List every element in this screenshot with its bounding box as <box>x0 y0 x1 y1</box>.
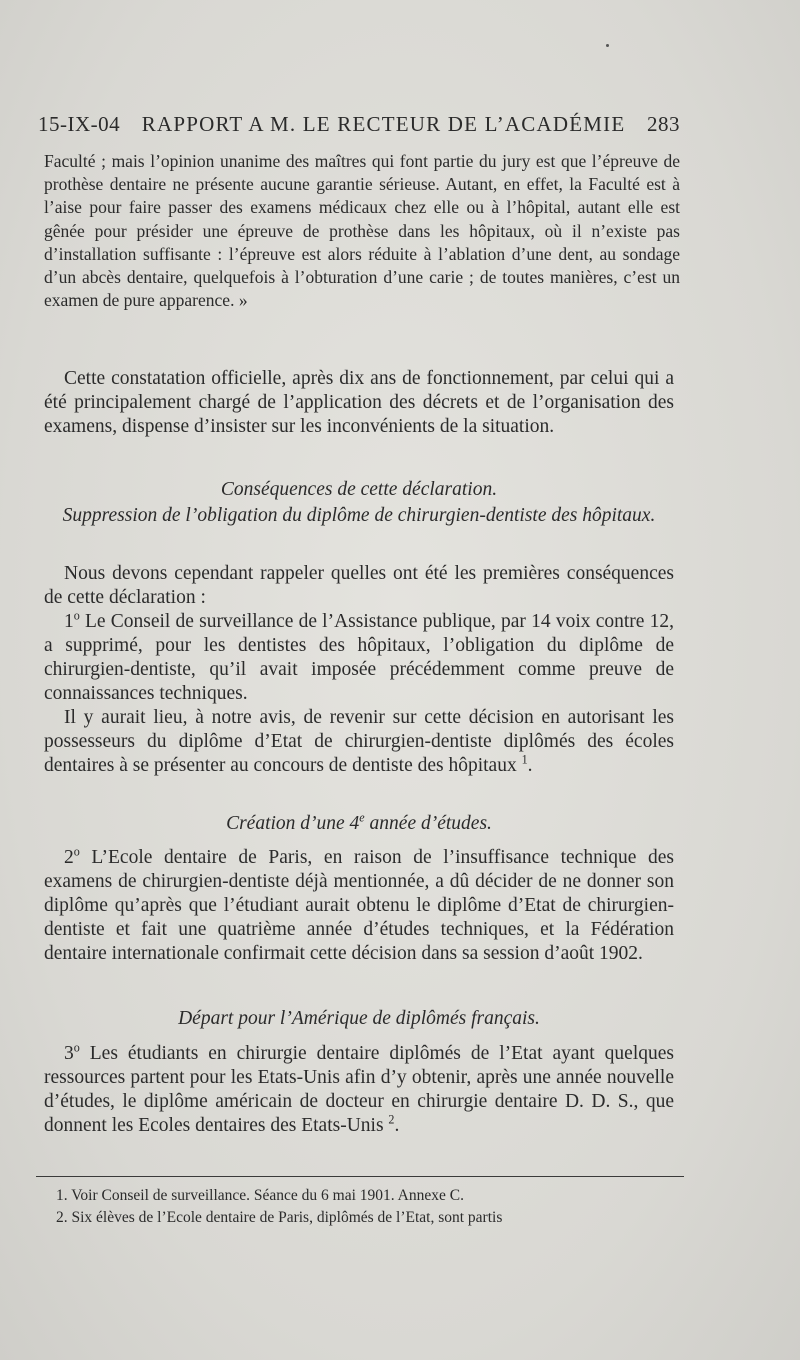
paragraph-2: Nous devons cependant rappeler quelles ont été les premières conséquences de cette déclaration : <box>44 563 674 608</box>
quote-text: Faculté ; mais l’opinion unanime des maîtres qui font partie du jury est que l’épreuve de prothèse dentaire ne présente aucune garantie sérieuse. Autant, en effet, la Faculté est à l’aise pour faire passer des examens médicaux chez elle ou à l’hôpital, autant elle est gênée pour présider une épreuve de prothèse dans les hôpitaux, où il n’existe pas d’installation suffisante : l’épreuve est alors réduite à l’ablation d’une dent, au sondage d’un abcès dentaire, quelquefois à l’obturation d’une carie ; de toutes manières, c’est un examen de pure apparence. » <box>44 151 680 311</box>
item-number: 1 <box>64 611 74 632</box>
paragraph-6-text: Les étudiants en chirurgie dentaire diplômés de l’Etat ayant quelques ressources partent pour les Etats-Unis afin d’y obtenir, après une année nouvelle d’études, le diplôme américain de docteur en chirurgie dentaire D. D. S., que donnent les Ecoles dentaires des Etats-Unis <box>44 1043 675 1136</box>
header-title: RAPPORT A M. LE RECTEUR DE L’ACADÉMIE <box>141 112 626 136</box>
footnote-2 <box>50 1208 676 1228</box>
heading-suppression: Suppression de l’obligation du diplôme de chirurgien-dentiste des hôpitaux. <box>62 505 656 526</box>
paragraph-1: Cette constatation officielle, après dix ans de fonctionnement, par celui qui a été principalement chargé de l’application des décrets et de l’organisation des examens, dispense d’insister sur les inconvénients de la situation. <box>44 368 674 437</box>
running-header <box>38 112 680 137</box>
footnote-marker: 2. <box>56 1209 68 1226</box>
heading-creation-post: année d’études. <box>369 813 492 834</box>
paragraph-4 <box>44 706 674 778</box>
footnote-ref-2[interactable]: 2 <box>388 1112 395 1127</box>
quoted-passage <box>44 150 680 312</box>
heading-consequences: Conséquences de cette déclaration. <box>220 479 498 500</box>
footnote-text: Six élèves de l’Ecole dentaire de Paris, diplômés de l’Etat, sont partis <box>71 1209 503 1226</box>
footnote-text: Voir Conseil de surveillance. Séance du 6 mai 1901. Annexe C. <box>71 1187 464 1204</box>
paragraph-5 <box>44 846 674 966</box>
period: . <box>394 1114 400 1136</box>
heading-depart: Départ pour l’Amérique de diplômés français. <box>178 1008 540 1029</box>
page-number: 283 <box>646 112 680 136</box>
paragraph-5-text: L’Ecole dentaire de Paris, en raison de l’insuffisance technique des examens de chirurgien-dentiste déjà mentionnée, a dû décider de ne donner son diplôme qu’après que l’étudiant aurait obtenu le diplôme d’Etat de chirurgien-dentiste et fait une quatrième année d’études techniques, et la Fédération dentaire internationale confirmait cette décision dans sa session d’août 1902. <box>44 847 674 964</box>
item-superscript: o <box>73 608 80 623</box>
item-number: 3 <box>64 1043 74 1064</box>
period: . <box>527 754 533 776</box>
speck <box>606 44 609 47</box>
paragraph-3 <box>44 610 674 706</box>
header-date: 15-IX-04 <box>38 112 121 136</box>
footnote-marker: 1. <box>56 1187 68 1204</box>
item-superscript: o <box>73 1040 80 1055</box>
heading-creation-pre: Création d’une 4 <box>226 813 360 834</box>
footnote-divider <box>36 1176 684 1177</box>
heading-creation <box>44 812 674 836</box>
paragraph-4-text: Il y aurait lieu, à notre avis, de revenir sur cette décision en autorisant les possesseurs du diplôme d’Etat de chirurgien-dentiste diplômés des écoles dentaires à se présenter au concours de dentiste des hôpitaux <box>44 707 674 776</box>
footnote-1 <box>50 1186 676 1206</box>
paragraph-6 <box>44 1042 674 1138</box>
paragraph-3-text: Le Conseil de surveillance de l’Assistance publique, par 14 voix contre 12, a supprimé, pour les dentistes des hôpitaux, l’obligation du diplôme de chirurgien-dentiste, qu’il avait imposée précédemment comme preuve de connaissances techniques. <box>44 611 674 704</box>
item-number: 2 <box>64 847 74 868</box>
footnote-ref-1[interactable]: 1 <box>521 752 528 767</box>
item-superscript: o <box>73 844 80 859</box>
heading-superscript: e <box>359 810 365 825</box>
